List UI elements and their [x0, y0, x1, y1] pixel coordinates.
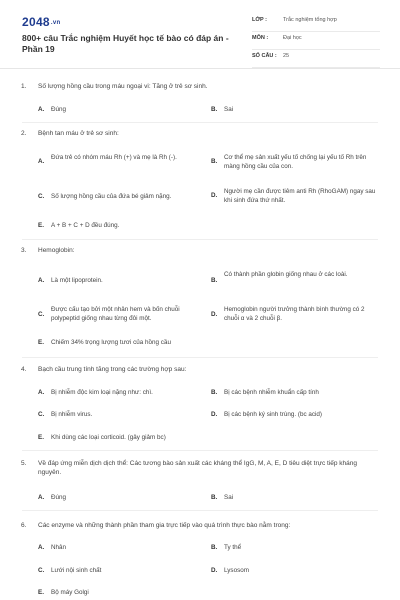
option-letter: E. — [38, 222, 44, 229]
option-text: Đúng — [51, 106, 67, 113]
option-text: Nhân — [51, 544, 67, 551]
question-number: 3. — [21, 247, 27, 254]
option-letter: A. — [38, 544, 45, 551]
option-text: Bị nhiễm virus. — [51, 411, 93, 418]
brand-logo[interactable] — [22, 15, 60, 29]
option-text: Số lượng hồng cầu của đứa bé giảm nặng. — [51, 193, 172, 200]
option-text: Đứa trẻ có nhóm máu Rh (+) và mẹ là Rh (-). — [51, 154, 177, 161]
option-text: Bị nhiễm độc kim loại nặng như: chì. — [51, 389, 153, 396]
question-number: 2. — [21, 130, 27, 137]
question-text: Các enzyme và những thành phần tham gia trực tiếp vào quá trình thực bào nằm trong: — [38, 522, 291, 529]
question-1 — [0, 82, 400, 132]
divider — [22, 450, 378, 451]
divider — [22, 239, 378, 240]
question-number: 5. — [21, 460, 27, 467]
option-letter: A. — [38, 277, 45, 284]
option-letter: B. — [211, 544, 218, 551]
option-text: Bộ máy Golgi — [51, 589, 89, 596]
header — [0, 0, 400, 69]
option-letter: D. — [211, 311, 218, 318]
document-title: 800+ câu Trắc nghiệm Huyết học tế bào có đáp án - Phần 19 — [22, 33, 229, 54]
option-letter: C. — [38, 567, 45, 574]
question-number: 4. — [21, 366, 27, 373]
option-letter: C. — [38, 311, 45, 318]
option-text: Bị các bệnh nhiễm khuẩn cấp tính — [224, 389, 319, 396]
option-letter: A. — [38, 158, 45, 165]
question-2 — [0, 129, 400, 239]
option-letter: A. — [38, 389, 45, 396]
option-text: Là một lipoprotein. — [51, 277, 103, 284]
meta-label: SỐ CÂU : — [252, 53, 277, 59]
option-text: Có thành phần globin giống nhau ở các loài. — [224, 271, 348, 278]
option-letter: D. — [211, 567, 218, 574]
option-text: Chiếm 34% trọng lượng tươi của hồng cầu — [51, 339, 171, 346]
option-letter: B. — [211, 277, 218, 284]
meta-row-lop — [252, 14, 380, 32]
question-5 — [0, 459, 400, 514]
option-letter: C. — [38, 193, 45, 200]
option-letter: E. — [38, 434, 44, 441]
meta-label: MÔN : — [252, 35, 269, 41]
option-letter: E. — [38, 589, 44, 596]
option-letter: B. — [211, 389, 218, 396]
option-letter: D. — [211, 411, 218, 418]
question-4 — [0, 365, 400, 450]
option-text: Bị các bệnh ký sinh trùng. (bc acid) — [224, 411, 322, 418]
meta-info — [252, 14, 380, 68]
option-text: A + B + C + D đều đúng. — [51, 222, 120, 229]
option-text: Khi dùng các loại corticoid. (gây giảm bc) — [51, 434, 166, 441]
option-letter: A. — [38, 106, 45, 113]
option-text: Lysosom — [224, 567, 249, 574]
divider — [22, 357, 378, 358]
question-number: 1. — [21, 83, 27, 90]
option-letter: A. — [38, 494, 45, 501]
question-text: Bạch cầu trung tính tăng trong các trường hợp sau: — [38, 366, 187, 373]
question-text: Hemoglobin: — [38, 247, 75, 254]
question-text: Số lượng hồng cầu trong máu ngoại vi: Tăng ở trẻ sơ sinh. — [38, 83, 208, 90]
question-text: Bệnh tan máu ở trẻ sơ sinh: — [38, 130, 119, 137]
option-letter: D. — [211, 192, 218, 199]
option-text: Hemoglobin người trưởng thành bình thường có 2 chuỗi α và 2 chuỗi β. — [224, 306, 365, 322]
question-text: Về đáp ứng miễn dịch dịch thể: Các tương bào sản xuất các kháng thể IgG, M, A, E, D tiêu diệt trực tiếp kháng nguyên. — [38, 460, 358, 476]
brand-tld: .vn — [50, 19, 61, 26]
option-letter: C. — [38, 411, 45, 418]
meta-row-socau — [252, 50, 380, 68]
brand-name: 2048 — [22, 15, 50, 29]
divider — [22, 122, 378, 123]
option-text: Được cấu tạo bởi một nhân hem và bốn chuỗi polypeptid giống nhau từng đôi một. — [51, 306, 180, 322]
option-text: Lưới nội sinh chất — [51, 567, 102, 574]
divider — [22, 510, 378, 511]
option-text: Ty thể — [224, 544, 242, 551]
option-text: Người mẹ cần được tiêm anti Rh (RhoGAM) ngay sau khi sinh đứa thứ nhất. — [224, 188, 376, 204]
option-letter: B. — [211, 158, 218, 165]
meta-value: Trắc nghiệm tổng hợp — [283, 17, 337, 23]
question-6 — [0, 521, 400, 599]
option-text: Sai — [224, 106, 234, 113]
option-text: Sai — [224, 494, 234, 501]
option-letter: B. — [211, 106, 218, 113]
meta-label: LỚP : — [252, 17, 267, 23]
option-text: Cơ thể mẹ sản xuất yếu tố chống lại yếu tố Rh trên màng hồng cầu của con. — [224, 154, 367, 170]
meta-value: Đại học — [283, 35, 302, 41]
option-letter: E. — [38, 339, 44, 346]
option-text: Đúng — [51, 494, 67, 501]
meta-row-mon — [252, 32, 380, 50]
question-3 — [0, 246, 400, 356]
option-letter: B. — [211, 494, 218, 501]
question-number: 6. — [21, 522, 27, 529]
meta-value: 25 — [283, 53, 290, 59]
